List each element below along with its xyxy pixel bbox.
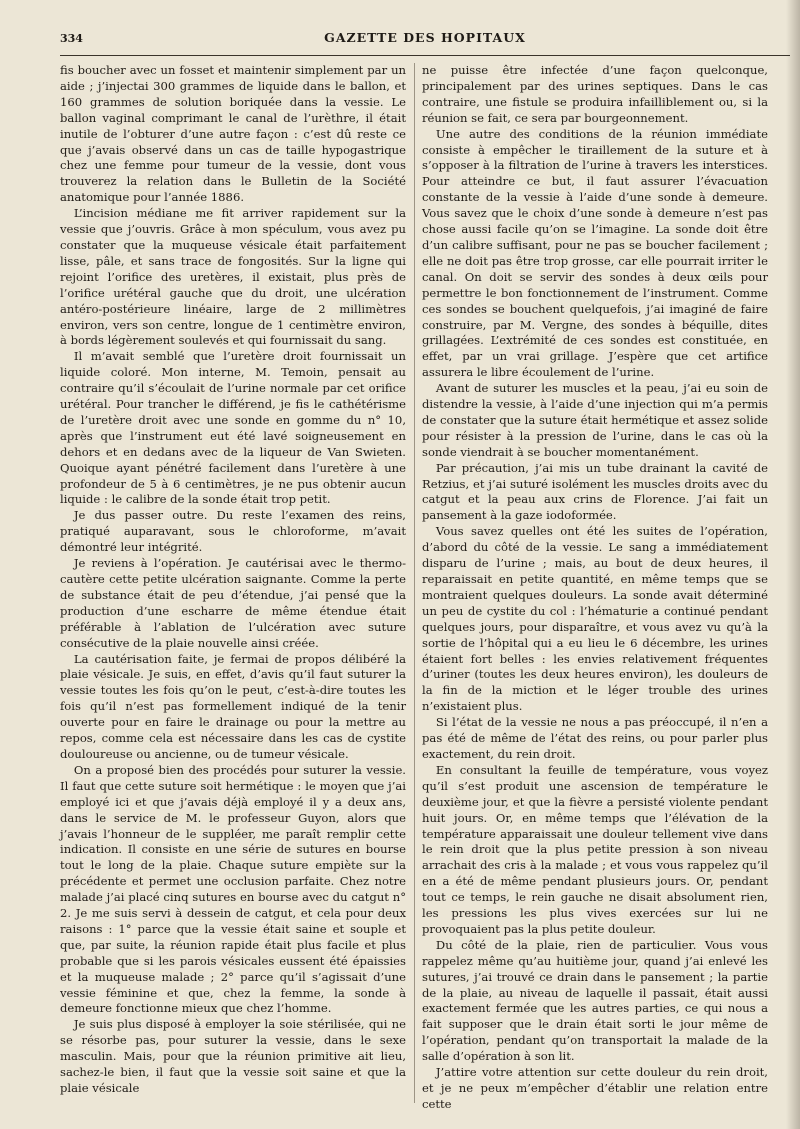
- header-rule: [60, 55, 790, 56]
- paragraph: Si l’état de la vessie ne nous a pas préoccupé, il n’en a pas été de même de l’état des reins, ou pour parler plus exactement, du rein droit.: [422, 715, 768, 761]
- page-header: [60, 30, 790, 52]
- paragraph: Je suis plus disposé à employer la soie stérilisée, qui ne se résorbe pas, pour suturer la vessie, dans le sexe masculin. Mais, pour que la réunion primitive ait lieu, sachez-le bien, il faut que la vessie soit saine et que la plaie vésicale: [60, 1017, 406, 1095]
- paragraph: La cautérisation faite, je fermai de propos délibéré la plaie vésicale. Je suis, en effet, d’avis qu’il faut suturer la vessie toutes les fois qu’on le peut, c’est-à-dire toutes les fois qu’il n’est pas formellement indiqué de la tenir ouverte pour en faire le drainage ou pour la mettre au repos, comme cela est nécessaire dans les cas de cystite douloureuse ou ancienne, ou de tumeur vésicale.: [60, 651, 406, 761]
- paragraph: Vous savez quelles ont été les suites de l’opération, d’abord du côté de la vessie. Le sang a immédiatement disparu de l’urine ; mais, au bout de deux heures, il reparaissait en petite quantité, en même temps que se montraient quelques douleurs. La sonde avait déterminé un peu de cystite du col : l’hématurie a continué pendant quelques jours, pour disparaître, et vous avez vu qu’à la sortie de l’hôpital qui a eu lieu le 6 décembre, les urines étaient fort belles : les envies relativement fréquentes d’uriner (toutes les deux heures environ), les douleurs de la fin de la miction et le léger trouble des urines n’existaient plus.: [422, 524, 768, 714]
- paragraph: Une autre des conditions de la réunion immédiate consiste à empêcher le tiraillement de la suture et à s’opposer à la filtration de l’urine à travers les interstices. Pour atteindre ce but, il faut assurer l’évacuation constante de la vessie à l’aide d’une sonde à demeure. Vous savez que le choix d’une sonde à demeure n’est pas chose aussi facile qu’on se l’imagine. La sonde doit être d’un calibre suffisant, pour ne pas se boucher facilement ; elle ne doit pas être trop grosse, car elle pourrait irriter le canal. On doit se servir des sondes à deux œils pour permettre le bon fonctionnement de l’instrument. Comme ces sondes se bouchent quelquefois, j’ai imaginé de faire construire, par M. Vergne, des sondes à béquille, dites grillagées. L’extrémité de ces sondes est constituée, en effet, par un vrai grillage. J’espère que cet artifice assurera le libre écoulement de l’urine.: [422, 126, 768, 380]
- paragraph: Je dus passer outre. Du reste l’examen des reins, pratiqué auparavant, sous le chloroforme, m’avait démontré leur intégrité.: [60, 508, 406, 555]
- paragraph: En consultant la feuille de température, vous voyez qu’il s’est produit une ascension de température le deuxième jour, et que la fièvre a persisté violente pendant huit jours. Or, en même temps que l’élévation de la température apparaissait une douleur tellement vive dans le rein droit que la plus petite pression à son niveau arrachait des cris à la malade ; et vous vous rappelez qu’il en a été de même pendant plusieurs jours. Or, pendant tout ce temps, le rein gauche ne disait absolument rien, les pressions les plus vives exercées sur lui ne provoquaient pas la plus petite douleur.: [422, 762, 768, 936]
- journal-title: GAZETTE DES HOPITAUX: [324, 30, 526, 45]
- paragraph: Avant de suturer les muscles et la peau, j’ai eu soin de distendre la vessie, à l’aide d’une injection qui m’a permis de constater que la suture était hermétique et assez solide pour résister à la pression de l’urine, dans le cas où la sonde viendrait à se boucher momentanément.: [422, 381, 768, 459]
- paragraph: ne puisse être infectée d’une façon quelconque, principalement par des urines septiques. Dans le cas contraire, une fistule se produira infailliblement ou, si la réunion se fait, ce sera par bourgeonnement.: [422, 63, 768, 125]
- paragraph: Par précaution, j’ai mis un tube drainant la cavité de Retzius, et j’ai suturé isolément les muscles droits avec du catgut et la peau aux crins de Florence. J’ai fait un pansement à la gaze iodoformée.: [422, 460, 768, 523]
- right-column: [422, 63, 768, 1113]
- paragraph: Il m’avait semblé que l’uretère droit fournissait un liquide coloré. Mon interne, M. Temoin, pensait au contraire qu’il s’écoulait de l’urine normale par cet orifice urétéral. Pour trancher le différend, je fis le cathétérisme de l’uretère droit avec une sonde en gomme du n° 10, après que l’instrument eut été lavé soigneusement en dehors et en dedans avec de la liqueur de Van Swieten. Quoique ayant pénétré facilement dans l’uretère à une profondeur de 5 à 6 centimètres, je ne pus obtenir aucun liquide : le calibre de la sonde était trop petit.: [60, 349, 406, 507]
- paragraph: L’incision médiane me fit arriver rapidement sur la vessie que j’ouvris. Grâce à mon spéculum, vous avez pu constater que la muqueuse vésicale était parfaitement lisse, pâle, et sans trace de fongosités. Sur la ligne qui rejoint l’orifice des uretères, il existait, plus près de l’orifice urétéral gauche que du droit, une ulcération antéro-postérieure linéaire, large de 2 millimètres environ, vers son centre, longue de 1 centimètre environ, à bords légèrement soulevés et qui fournissait du sang.: [60, 206, 406, 348]
- page-edge-shadow: [786, 0, 800, 1129]
- paragraph: Je reviens à l’opération. Je cautérisai avec le thermo-cautère cette petite ulcération saignante. Comme la perte de substance était de peu d’étendue, j’ai pensé que la production d’une escharre de même étendue était préférable à l’ablation de l’ulcération avec suture consécutive de la plaie nouvelle ainsi créée.: [60, 556, 406, 650]
- paragraph: J’attire votre attention sur cette douleur du rein droit, et je ne peux m’empêcher d’établir une relation entre cette: [422, 1065, 768, 1111]
- paragraph: fis boucher avec un fosset et maintenir simplement par un aide ; j’injectai 300 grammes de liquide dans le ballon, et 160 grammes de solution boriquée dans la vessie. Le ballon vaginal comprimant le canal de l’urèthre, il était inutile de l’obturer d’une autre façon : c’est dû reste ce que j’avais observé dans un cas de taille hypogastrique chez une femme pour tumeur de la vessie, dont vous trouverez la relation dans le Bulletin de la Société anatomique pour l’année 1886.: [60, 63, 406, 205]
- page-number: 334: [60, 32, 83, 45]
- left-column: [60, 63, 406, 1097]
- column-divider: [414, 63, 415, 1103]
- paragraph: Du côté de la plaie, rien de particulier. Vous vous rappelez même qu’au huitième jour, quand j’ai enlevé les sutures, j’ai trouvé ce drain dans le pansement ; la partie de la plaie, au niveau de laquelle il passait, était aussi exactement fermée que les autres parties, ce qui nous a fait supposer que le drain était sorti le jour même de l’opération, pendant qu’on transportait la malade de la salle d’opération à son lit.: [422, 937, 768, 1064]
- paragraph: On a proposé bien des procédés pour suturer la vessie. Il faut que cette suture soit hermétique : le moyen que j’ai employé ici et que j’avais déjà employé il y a deux ans, dans le service de M. le professeur Guyon, alors que j’avais l’honneur de le suppléer, me paraît remplir cette indication. Il consiste en une série de sutures en bourse tout le long de la plaie. Chaque suture empiète sur la précédente et permet une occlusion parfaite. Chez notre malade j’ai placé cinq sutures en bourse avec du catgut n° 2. Je me suis servi à dessein de catgut, et cela pour deux raisons : 1° parce que la vessie était saine et souple et que, par suite, la réunion rapide était plus facile et plus probable que si les parois vésicales eussent été épaissies et la muqueuse malade ; 2° parce qu’il s’agissait d’une vessie féminine et que, chez la femme, la sonde à demeure fonctionne mieux que chez l’homme.: [60, 762, 406, 1016]
